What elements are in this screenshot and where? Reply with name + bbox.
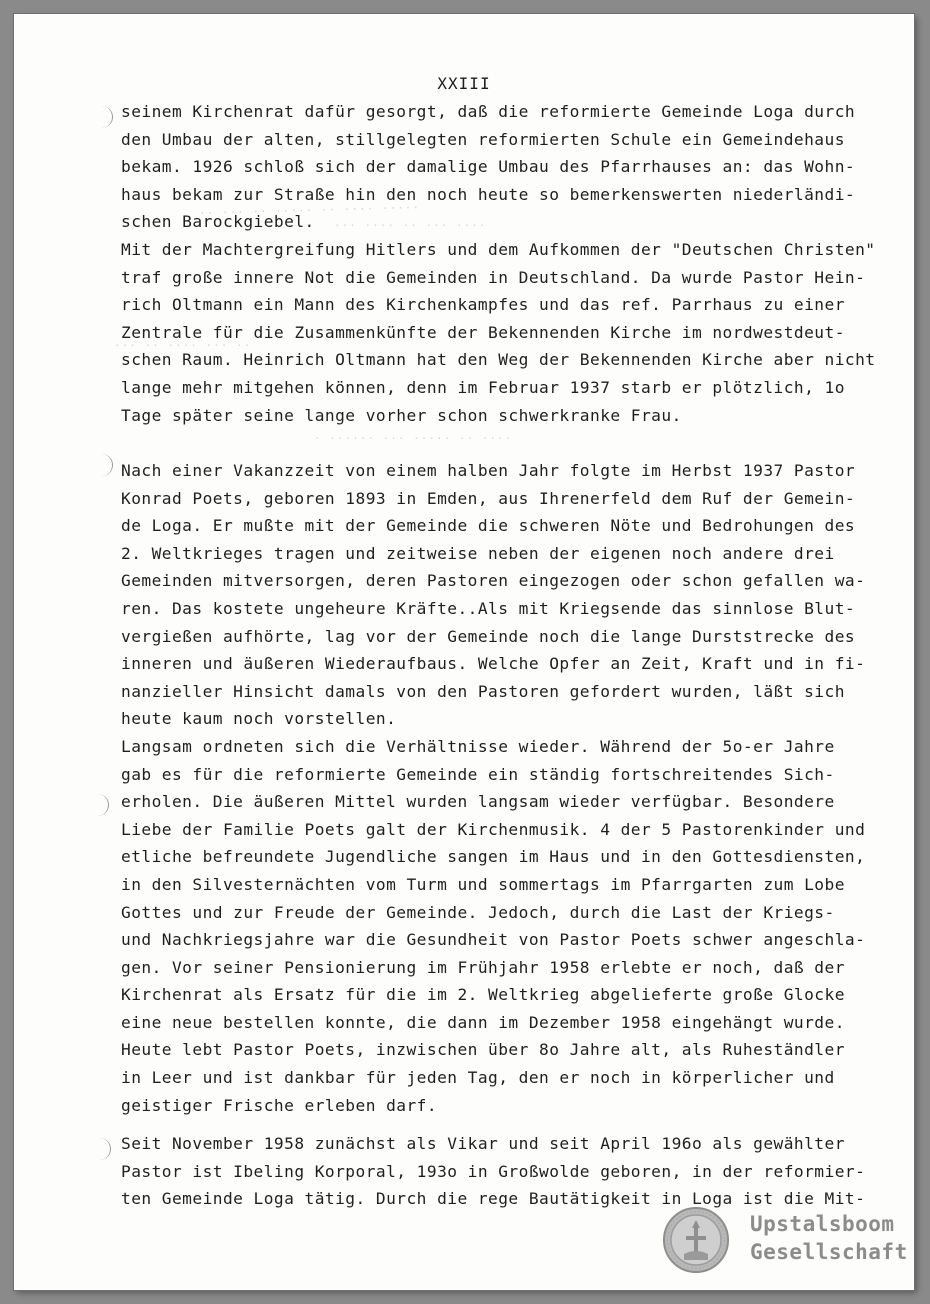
bleed-through-text: ··· ·· ···· ··· ··	[114, 339, 252, 352]
text-line: Langsam ordneten sich die Verhältnisse wieder. Während der 5o-er Jahre	[121, 736, 835, 756]
bleed-through-text: · ······ ··· ····· ·· ····	[314, 432, 513, 445]
text-line: inneren und äußeren Wiederaufbaus. Welche Opfer an Zeit, Kraft und in fi-	[121, 654, 866, 674]
text-line: gab es für die reformierte Gemeinde ein ständig fortschreitendes Sich-	[121, 764, 835, 784]
text-line: Mit der Machtergreifung Hitlers und dem Aufkommen der "Deutschen Christen"	[121, 239, 876, 259]
bleed-through-text: ·· ··· ·· ····· ·· ···· ·····	[198, 201, 421, 220]
document-page	[14, 14, 914, 1290]
text-line: und Nachkriegsjahre war die Gesundheit von Pastor Poets schwer angeschla-	[121, 930, 866, 950]
text-line: Tage später seine lange vorher schon schwerkranke Frau.	[121, 405, 682, 425]
paragraph-poets	[121, 457, 866, 1119]
page-number: XXIII	[437, 74, 491, 93]
upstalsboom-watermark	[662, 1206, 908, 1276]
text-line: traf große innere Not die Gemeinden in Deutschland. Da wurde Pastor Hein-	[121, 267, 866, 287]
text-line: geistiger Frische erleben darf.	[121, 1095, 438, 1115]
text-line: Gottes und zur Freude der Gemeinde. Jedoch, durch die Last der Kriegs-	[121, 902, 835, 922]
text-line: Liebe der Familie Poets galt der Kirchenmusik. 4 der 5 Pastorenkinder und	[121, 819, 866, 839]
paragraph-oltmann	[121, 98, 876, 429]
text-line: Gemeinden mitversorgen, deren Pastoren eingezogen oder schon gefallen wa-	[121, 571, 866, 591]
punch-hole-mark	[98, 794, 109, 816]
punch-hole-mark	[100, 1138, 111, 1160]
text-line: Seit November 1958 zunächst als Vikar und seit April 196o als gewählter	[121, 1134, 845, 1153]
text-line: Konrad Poets, geboren 1893 in Emden, aus Ihrenerfeld dem Ruf der Gemein-	[121, 488, 856, 508]
text-line: ren. Das kostete ungeheure Kräfte..Als mit Kriegsende das sinnlose Blut-	[121, 598, 856, 618]
text-line: schen Raum. Heinrich Oltmann hat den Weg der Bekennenden Kirche aber nicht	[121, 350, 876, 370]
text-line: vergießen aufhörte, lag vor der Gemeinde noch die lange Durststrecke des	[121, 626, 856, 646]
text-line: gen. Vor seiner Pensionierung im Frühjahr 1958 erlebte er noch, daß der	[121, 957, 845, 977]
text-line: haus bekam zur Straße hin den noch heute so bemerkenswerten niederländi-	[121, 184, 856, 204]
text-line: Kirchenrat als Ersatz für die im 2. Weltkrieg abgelieferte große Glocke	[121, 985, 845, 1005]
text-line: rich Oltmann ein Mann des Kirchenkampfes und das ref. Parrhaus zu einer	[121, 295, 845, 315]
text-line: ten Gemeinde Loga tätig. Durch die rege Bautätigkeit in Loga ist die Mit-	[121, 1189, 866, 1209]
watermark-line-2: Gesellschaft	[750, 1240, 908, 1264]
text-line: seinem Kirchenrat dafür gesorgt, daß die reformierte Gemeinde Loga durch	[121, 102, 856, 121]
paragraph-korporal	[121, 1130, 866, 1213]
punch-hole-mark	[102, 454, 113, 476]
text-line: erholen. Die äußeren Mittel wurden langsam wieder verfügbar. Besondere	[121, 792, 835, 812]
text-line: Nach einer Vakanzzeit von einem halben Jahr folgte im Herbst 1937 Pastor	[121, 461, 856, 480]
text-line: Zentrale für die Zusammenkünfte der Bekennenden Kirche im nordwestdeut-	[121, 322, 845, 342]
text-line: schen Barockgiebel.	[121, 212, 315, 232]
text-line: heute kaum noch vorstellen.	[121, 709, 397, 729]
text-line: nanzieller Hinsicht damals von den Pastoren gefordert wurden, läßt sich	[121, 681, 845, 701]
text-line: de Loga. Er mußte mit der Gemeinde die schweren Nöte und Bedrohungen des	[121, 516, 856, 536]
text-line: lange mehr mitgehen können, denn im Februar 1937 starb er plötzlich, 1o	[121, 377, 845, 397]
text-line: Pastor ist Ibeling Korporal, 193o in Großwolde geboren, in der reformier-	[121, 1161, 866, 1181]
text-line: in Leer und ist dankbar für jeden Tag, den er noch in körperlicher und	[121, 1068, 835, 1088]
text-line: bekam. 1926 schloß sich der damalige Umbau des Pfarrhauses an: das Wohn-	[121, 157, 856, 177]
watermark-line-1: Upstalsboom	[750, 1212, 895, 1236]
seal-icon	[662, 1206, 730, 1274]
text-line: etliche befreundete Jugendliche sangen im Haus und in den Gottesdiensten,	[121, 847, 866, 867]
bleed-through-text: ··· ···· ·· ··· ····	[334, 219, 487, 232]
punch-hole-mark	[102, 106, 113, 128]
text-line: in den Silvesternächten vom Turm und sommertags im Pfarrgarten zum Lobe	[121, 874, 845, 894]
text-line: 2. Weltkrieges tragen und zeitweise neben der eigenen noch andere drei	[121, 543, 835, 563]
text-line: den Umbau der alten, stillgelegten reformierten Schule ein Gemeindehaus	[121, 129, 845, 149]
text-line: eine neue bestellen konnte, die dann im Dezember 1958 eingehängt wurde.	[121, 1012, 845, 1032]
text-line: Heute lebt Pastor Poets, inzwischen über 8o Jahre alt, als Ruheständler	[121, 1040, 845, 1060]
